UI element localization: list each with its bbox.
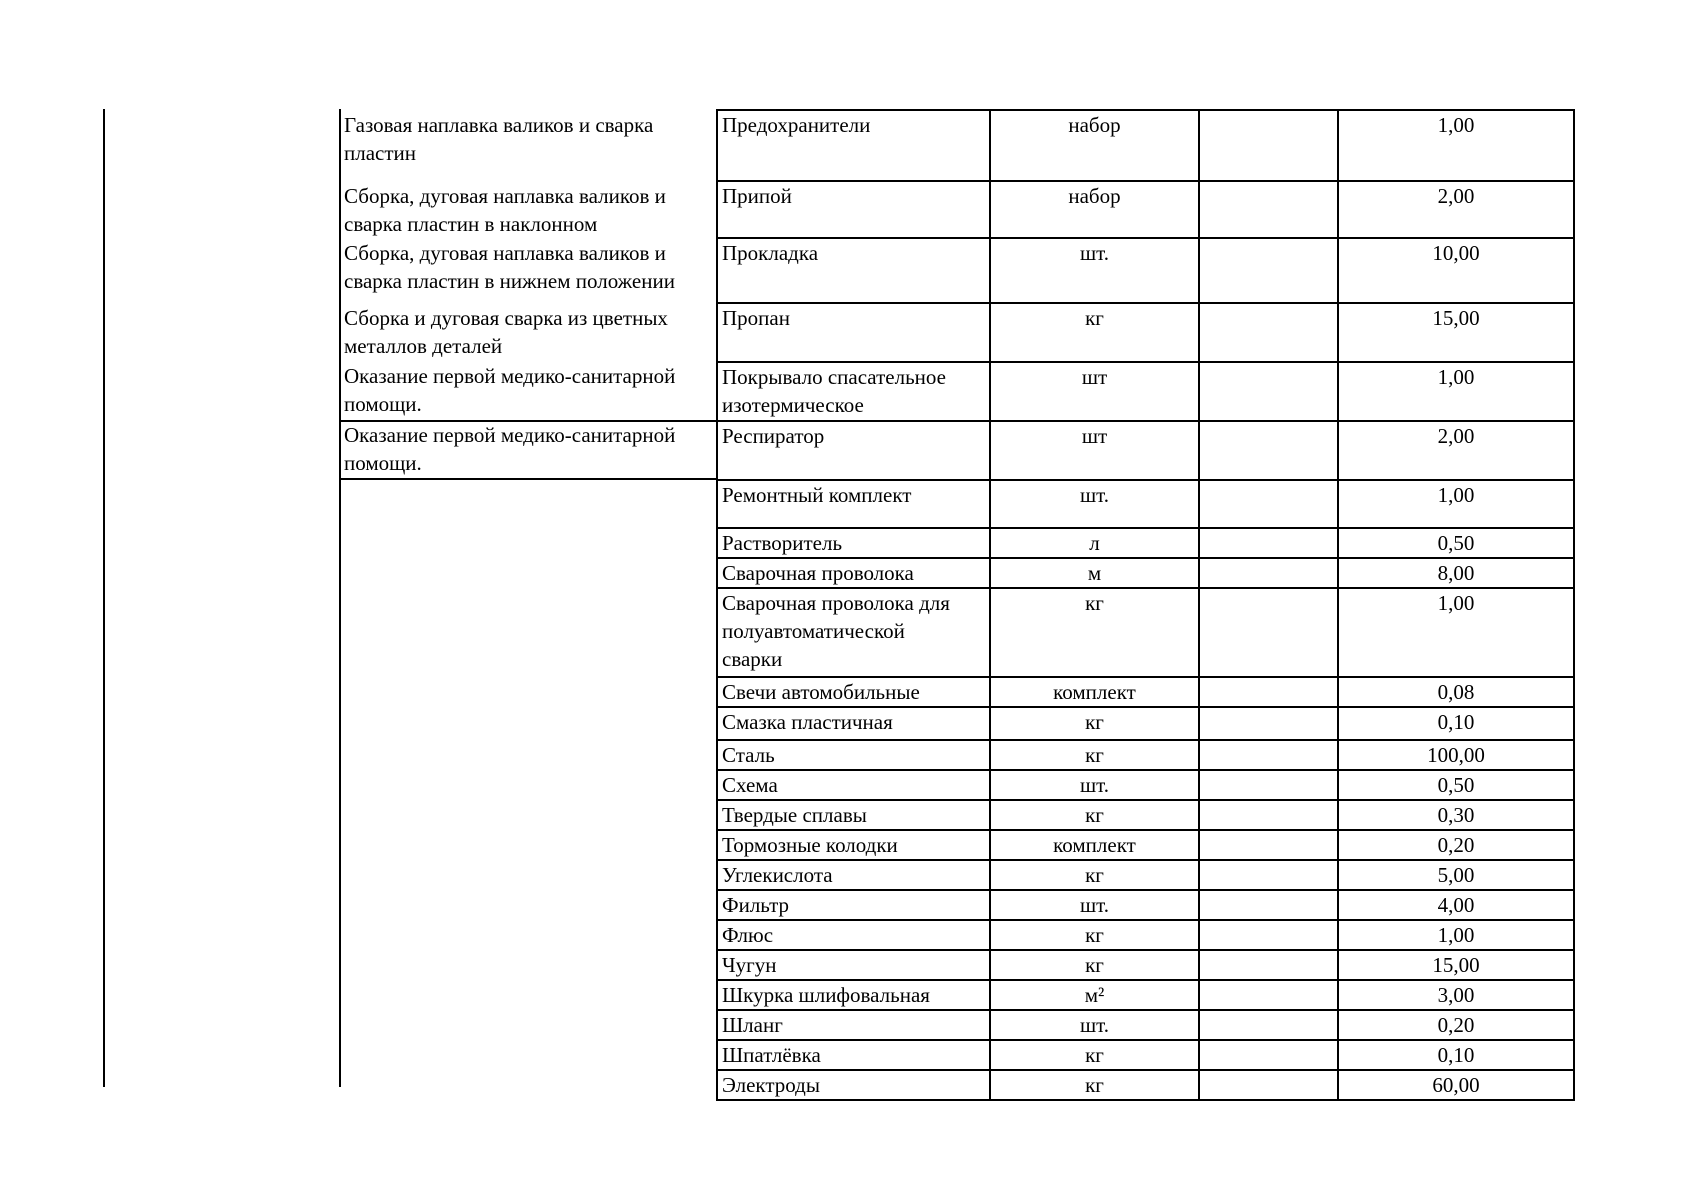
quantity-cell: 15,00 [1338,950,1574,980]
quantity-cell: 10,00 [1338,238,1574,303]
left-row-separator [339,478,717,480]
material-name-cell: Смазка пластичная [717,707,990,740]
material-name-cell: Растворитель [717,528,990,558]
table-row [717,707,1574,740]
empty-cell [1199,480,1338,528]
quantity-cell: 1,00 [1338,362,1574,421]
column-divider-line [339,109,341,1087]
table-row [717,860,1574,890]
quantity-cell: 100,00 [1338,740,1574,770]
unit-cell: м [990,558,1199,588]
unit-cell: шт. [990,238,1199,303]
material-name-cell: Пропан [717,303,990,362]
material-name-cell: Флюс [717,920,990,950]
empty-cell [1199,181,1338,238]
table-row [717,1010,1574,1040]
quantity-cell: 2,00 [1338,181,1574,238]
materials-table [716,109,1575,1101]
material-name-cell: Схема [717,770,990,800]
empty-cell [1199,528,1338,558]
quantity-cell: 1,00 [1338,920,1574,950]
unit-cell: кг [990,303,1199,362]
material-name-cell: Ремонтный комплект [717,480,990,528]
topic-text: Сборка, дуговая наплавка валиков и сварка пластин в нижнем положении [344,241,675,293]
empty-cell [1199,920,1338,950]
quantity-cell: 0,50 [1338,528,1574,558]
empty-cell [1199,800,1338,830]
topic-text: Газовая наплавка валиков и сварка пластин [344,113,654,165]
empty-cell [1199,110,1338,181]
table-row [717,890,1574,920]
material-name-cell: Шкурка шлифовальная [717,980,990,1010]
topic-text: Сборка, дуговая наплавка валиков и сварка пластин в наклонном [344,184,666,236]
unit-cell: кг [990,707,1199,740]
unit-cell: шт. [990,480,1199,528]
table-row [717,770,1574,800]
table-row [717,740,1574,770]
quantity-cell: 1,00 [1338,588,1574,677]
quantity-cell: 0,08 [1338,677,1574,707]
unit-cell: шт [990,421,1199,480]
unit-cell: кг [990,740,1199,770]
unit-cell: кг [990,920,1199,950]
table-row [717,588,1574,677]
material-name-cell: Покрывало спасательное изотермическое [717,362,990,421]
unit-cell: набор [990,110,1199,181]
material-name-cell: Предохранители [717,110,990,181]
quantity-cell: 0,50 [1338,770,1574,800]
quantity-cell: 0,20 [1338,830,1574,860]
material-name-cell: Сварочная проволока [717,558,990,588]
empty-cell [1199,707,1338,740]
material-name-cell: Фильтр [717,890,990,920]
table-row [717,980,1574,1010]
empty-cell [1199,303,1338,362]
material-name-cell: Сталь [717,740,990,770]
quantity-cell: 0,10 [1338,1040,1574,1070]
material-name-cell: Шланг [717,1010,990,1040]
material-name-cell: Электроды [717,1070,990,1100]
empty-cell [1199,421,1338,480]
empty-cell [1199,860,1338,890]
unit-cell: шт. [990,890,1199,920]
empty-cell [1199,558,1338,588]
empty-cell [1199,1040,1338,1070]
topic-text: Оказание первой медико-санитарной помощи. [344,364,676,416]
table-row [717,362,1574,421]
empty-cell [1199,740,1338,770]
unit-cell: кг [990,800,1199,830]
unit-cell: л [990,528,1199,558]
empty-cell [1199,677,1338,707]
empty-cell [1199,890,1338,920]
table-row [717,1070,1574,1100]
unit-cell: м² [990,980,1199,1010]
material-name-cell: Респиратор [717,421,990,480]
table-row [717,1040,1574,1070]
quantity-cell: 5,00 [1338,860,1574,890]
quantity-cell: 1,00 [1338,480,1574,528]
quantity-cell: 15,00 [1338,303,1574,362]
unit-cell: набор [990,181,1199,238]
quantity-cell: 2,00 [1338,421,1574,480]
quantity-cell: 3,00 [1338,980,1574,1010]
quantity-cell: 1,00 [1338,110,1574,181]
material-name-cell: Тормозные колодки [717,830,990,860]
quantity-cell: 0,10 [1338,707,1574,740]
table-row [717,677,1574,707]
table-row [717,950,1574,980]
empty-cell [1199,238,1338,303]
material-name-cell: Сварочная проволока для полуавтоматической сварки [717,588,990,677]
table-row [717,303,1574,362]
quantity-cell: 0,30 [1338,800,1574,830]
unit-cell: кг [990,860,1199,890]
table-row [717,110,1574,181]
table-row [717,800,1574,830]
unit-cell: кг [990,950,1199,980]
empty-cell [1199,362,1338,421]
table-row [717,528,1574,558]
empty-cell [1199,1010,1338,1040]
quantity-cell: 0,20 [1338,1010,1574,1040]
quantity-cell: 8,00 [1338,558,1574,588]
empty-cell [1199,588,1338,677]
unit-cell: комплект [990,677,1199,707]
table-row [717,421,1574,480]
unit-cell: кг [990,1040,1199,1070]
table-row [717,830,1574,860]
empty-cell [1199,980,1338,1010]
material-name-cell: Чугун [717,950,990,980]
material-name-cell: Припой [717,181,990,238]
table-row [717,238,1574,303]
quantity-cell: 60,00 [1338,1070,1574,1100]
material-name-cell: Свечи автомобильные [717,677,990,707]
topic-text: Оказание первой медико-санитарной помощи. [344,423,676,475]
quantity-cell: 4,00 [1338,890,1574,920]
table-row [717,480,1574,528]
empty-cell [1199,950,1338,980]
material-name-cell: Шпатлёвка [717,1040,990,1070]
table-row [717,920,1574,950]
material-name-cell: Твердые сплавы [717,800,990,830]
empty-cell [1199,1070,1338,1100]
unit-cell: шт [990,362,1199,421]
table-row [717,558,1574,588]
material-name-cell: Углекислота [717,860,990,890]
material-name-cell: Прокладка [717,238,990,303]
table-row [717,181,1574,238]
empty-cell [1199,770,1338,800]
unit-cell: кг [990,1070,1199,1100]
left-border-line [103,109,105,1087]
unit-cell: шт. [990,1010,1199,1040]
empty-cell [1199,830,1338,860]
unit-cell: кг [990,588,1199,677]
unit-cell: шт. [990,770,1199,800]
topic-text: Сборка и дуговая сварка из цветных металлов деталей [344,306,668,358]
unit-cell: комплект [990,830,1199,860]
